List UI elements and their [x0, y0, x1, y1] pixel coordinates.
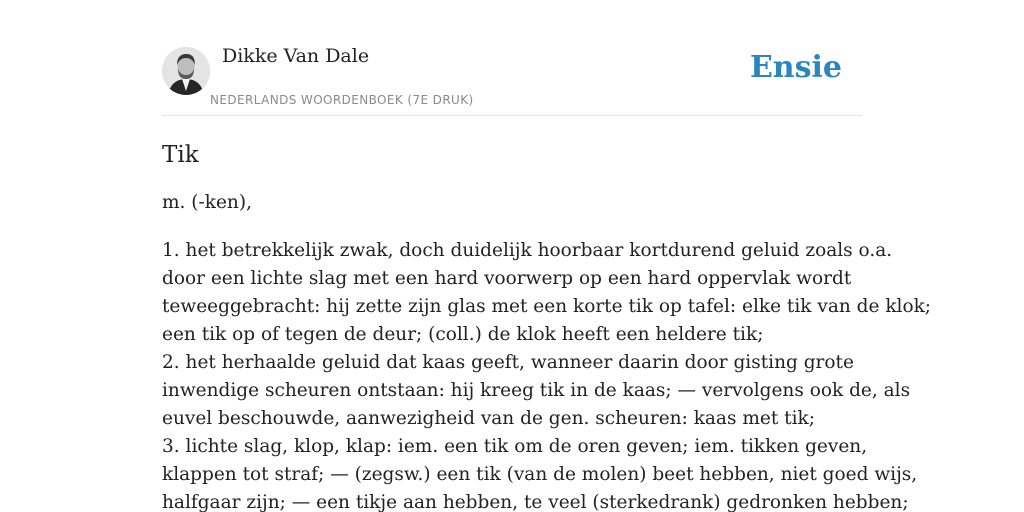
header	[162, 0, 862, 116]
page	[162, 0, 932, 512]
definition-line: 3. lichte slag, klop, klap: iem. een tik om de oren geven; iem. tikken geven,	[162, 436, 868, 457]
definition-line: 1. het betrekkelijk zwak, doch duidelijk hoorbaar kortdurend geluid zoals o.a.	[162, 240, 893, 261]
definition-line: klappen tot straf; — (zegsw.) een tik (van de molen) beet hebben, niet goed wijs,	[162, 464, 918, 485]
author-name[interactable]: Dikke Van Dale	[222, 45, 370, 67]
definition-line: teweeggebracht: hij zette zijn glas met een korte tik op tafel: elke tik van de klok;	[162, 296, 932, 317]
definition-line: een tik op of tegen de deur; (coll.) de klok heeft een heldere tik;	[162, 324, 764, 345]
definition-line: halfgaar zijn; — een tikje aan hebben, te veel (sterkedrank) gedronken hebben;	[162, 492, 909, 512]
definition-line: 2. het herhaalde geluid dat kaas geeft, wanneer daarin door gisting grote	[162, 352, 854, 373]
portrait-icon	[162, 47, 210, 95]
source-label[interactable]: NEDERLANDS WOORDENBOEK (7E DRUK)	[210, 93, 474, 107]
definition-line: inwendige scheuren ontstaan: hij kreeg tik in de kaas; — vervolgens ook de, als	[162, 380, 911, 401]
definition-line: euvel beschouwde, aanwezigheid van de gen. scheuren: kaas met tik;	[162, 408, 815, 429]
definition-line: door een lichte slag met een hard voorwerp op een hard oppervlak wordt	[162, 268, 852, 289]
author-avatar[interactable]	[162, 47, 210, 95]
ensie-logo[interactable]: Ensie	[749, 50, 842, 85]
entry-title: Tik	[162, 142, 199, 168]
entry-grammar: m. (-ken),	[162, 192, 252, 213]
entry-definition	[162, 237, 932, 512]
